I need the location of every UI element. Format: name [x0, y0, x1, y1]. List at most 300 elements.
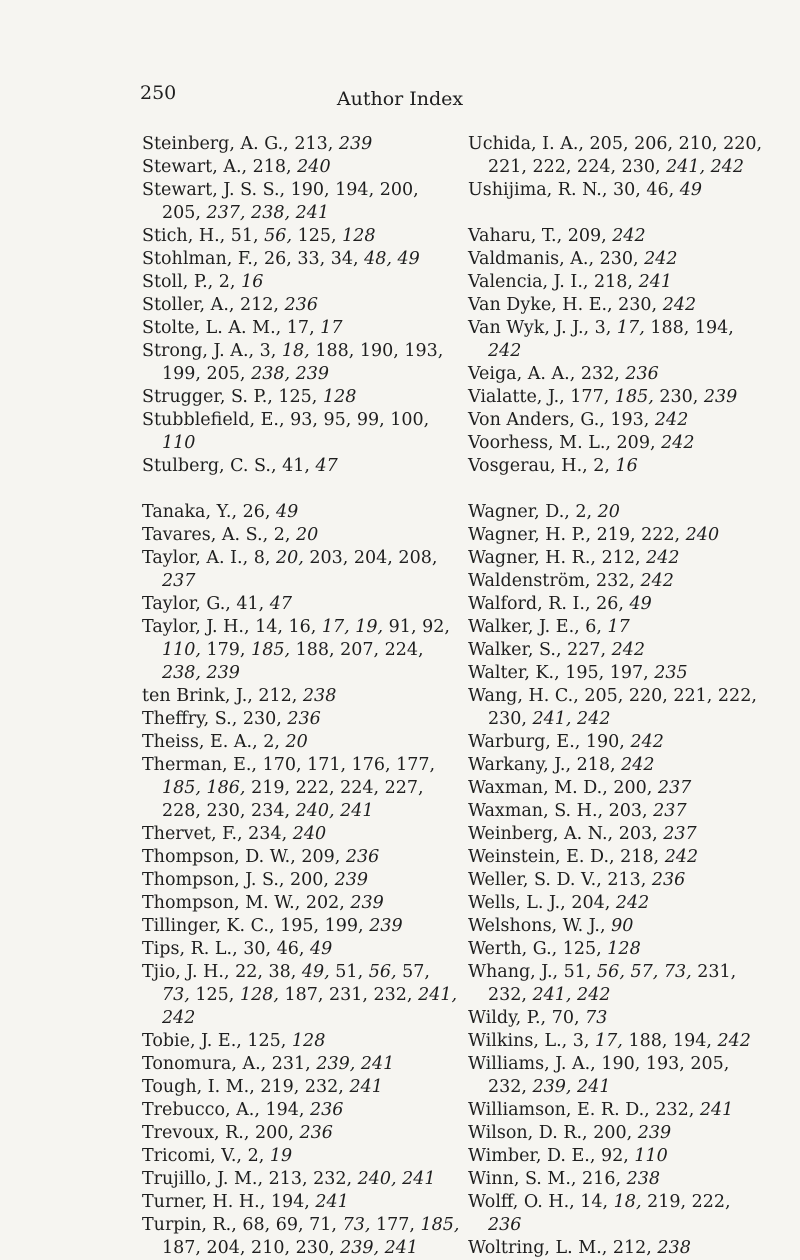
index-entry: [142, 869, 462, 892]
index-entry: [142, 1030, 462, 1053]
author-name: Weinberg, A. N.,: [468, 824, 619, 844]
page-ref-italic: 48, 49: [364, 249, 420, 269]
page-ref-italic: 17,: [595, 1031, 629, 1051]
page-ref-italic: 237: [162, 571, 196, 591]
page-ref: 30, 46,: [243, 939, 310, 959]
index-entry: [142, 1076, 462, 1099]
page-ref: 187, 231, 232,: [284, 985, 419, 1005]
page-ref: 26,: [596, 594, 630, 614]
author-name: Wagner, H. P.,: [468, 525, 597, 545]
page-ref: 125,: [297, 226, 343, 246]
page-ref-italic: 242: [662, 295, 697, 315]
page-ref: 200,: [254, 1123, 300, 1143]
page-ref: 200,: [613, 778, 658, 798]
index-entry: [468, 754, 768, 777]
index-entry: [468, 869, 768, 892]
index-entry: [468, 524, 768, 547]
author-name: Taylor, J. H.,: [142, 617, 256, 637]
page-ref-italic: 47: [269, 594, 293, 614]
letter-group: [142, 133, 462, 478]
page-ref: 93, 95, 99, 100,: [290, 410, 430, 430]
page-ref-italic: 242: [664, 847, 699, 867]
index-entry: [468, 1030, 768, 1053]
page-ref-italic: 17,: [616, 318, 651, 338]
page-ref-italic: 238: [626, 1169, 660, 1189]
page-ref: 17,: [286, 318, 321, 338]
index-entry: [468, 294, 768, 317]
index-entry: [142, 547, 462, 593]
index-entry: [142, 225, 462, 248]
author-name: Stoll, P.,: [142, 272, 219, 292]
page-ref-italic: 110,: [162, 640, 207, 660]
page-ref: 219, 232,: [260, 1077, 350, 1097]
author-name: Trujillo, J. M.,: [142, 1169, 269, 1189]
page-ref-italic: 242: [621, 755, 655, 775]
page-ref: 200,: [593, 1123, 638, 1143]
index-entry: [468, 777, 768, 800]
page-ref: 22, 38,: [235, 962, 302, 982]
page-ref: 205, 220, 221, 222, 230,: [488, 686, 757, 729]
index-entry: [142, 156, 462, 179]
author-name: Turpin, R.,: [142, 1215, 243, 1235]
page-ref: 216,: [582, 1169, 627, 1189]
page-ref-italic: 238, 239: [251, 364, 329, 384]
page-ref-italic: 239, 241: [316, 1054, 395, 1074]
page-ref-italic: 128: [607, 939, 641, 959]
page-ref-italic: 242: [646, 548, 680, 568]
page-ref: 92,: [601, 1146, 635, 1166]
page-ref-italic: 241: [315, 1192, 349, 1212]
index-entry: [468, 1168, 768, 1191]
page-ref: 26,: [242, 502, 277, 522]
page-ref-italic: 17, 19,: [321, 617, 389, 637]
author-name: Strugger, S. P.,: [142, 387, 279, 407]
author-name: Williamson, E. R. D.,: [468, 1100, 656, 1120]
page-ref: 209,: [301, 847, 346, 867]
page-ref-italic: 236: [284, 295, 318, 315]
index-entry: [142, 915, 462, 938]
page-ref-italic: 185,: [420, 1215, 460, 1235]
page-ref-italic: 17: [607, 617, 630, 637]
page-ref: 205, 206, 210, 220, 221, 222, 224, 230,: [488, 134, 763, 177]
author-name: Tanaka, Y.,: [142, 502, 243, 522]
index-entry: [468, 386, 768, 409]
page-ref: 231,: [271, 1054, 317, 1074]
index-entry: [468, 823, 768, 846]
page-ref: 232,: [655, 1100, 700, 1120]
author-name: Tricomi, V.,: [142, 1146, 248, 1166]
author-name: Taylor, G.,: [142, 594, 237, 614]
page-ref: 204,: [571, 893, 616, 913]
page-ref-italic: 241, 242: [666, 157, 745, 177]
author-name: Waldenström,: [468, 571, 596, 591]
page-ref: 213,: [607, 870, 652, 890]
page-ref: 195, 199,: [280, 916, 370, 936]
index-entry: [142, 340, 462, 386]
index-entry: [142, 823, 462, 846]
author-name: Stolte, L. A. M.,: [142, 318, 287, 338]
page-ref: 187, 204, 210, 230,: [162, 1238, 341, 1258]
page-ref: 177,: [375, 1215, 421, 1235]
page-ref: 212,: [240, 295, 285, 315]
author-name: Wilkins, L.,: [468, 1031, 573, 1051]
page-ref: 230,: [659, 387, 704, 407]
author-name: Waxman, M. D.,: [468, 778, 614, 798]
page-ref-italic: 49,: [301, 962, 336, 982]
index-entry: [468, 501, 768, 524]
page-ref: 200,: [290, 870, 335, 890]
author-name: Walker, S.,: [468, 640, 568, 660]
page-ref-italic: 241, 242: [162, 985, 458, 1028]
index-entry: [468, 432, 768, 455]
page-ref: 188, 194,: [650, 318, 734, 338]
index-entry: [142, 386, 462, 409]
author-name: Williams, J. A.,: [468, 1054, 602, 1074]
page-ref-italic: 235: [654, 663, 688, 683]
page-ref-italic: 242: [630, 732, 664, 752]
author-name: Valdmanis, A.,: [468, 249, 600, 269]
page-ref-italic: 242: [644, 249, 678, 269]
page-ref: 2,: [263, 732, 286, 752]
author-name: Tips, R. L.,: [142, 939, 244, 959]
author-name: Veiga, A. A.,: [468, 364, 581, 384]
author-name: Taylor, A. I.,: [142, 548, 254, 568]
page-ref: 194,: [265, 1100, 310, 1120]
page-ref-italic: 242: [661, 433, 695, 453]
index-entry: [142, 409, 462, 455]
page-ref: 230,: [242, 709, 288, 729]
page-ref-italic: 239: [703, 387, 738, 407]
page-ref: 218,: [576, 755, 622, 775]
author-name: Therman, E.,: [142, 755, 263, 775]
author-name: Walker, J. E.,: [468, 617, 586, 637]
index-entry: [142, 501, 462, 524]
page-ref: 230,: [618, 295, 663, 315]
author-name: Thervet, F.,: [142, 824, 249, 844]
page-ref-italic: 240, 241: [295, 801, 374, 821]
page-ref-italic: 239: [334, 870, 368, 890]
author-name: Walter, K.,: [468, 663, 566, 683]
page-ref: 219, 222,: [596, 525, 686, 545]
author-name: Vosgerau, H.,: [468, 456, 594, 476]
author-name: Von Anders, G.,: [468, 410, 611, 430]
index-entry: [142, 1168, 462, 1191]
author-name: Wang, H. C.,: [468, 686, 585, 706]
page-ref: 218,: [594, 272, 639, 292]
page-ref: 125,: [562, 939, 608, 959]
page-ref-italic: 236: [310, 1100, 344, 1120]
author-name: Whang, J.,: [468, 962, 564, 982]
page-ref-italic: 56,: [264, 226, 298, 246]
author-name: Weller, S. D. V.,: [468, 870, 608, 890]
index-entry: [142, 294, 462, 317]
author-name: Wagner, H. R.,: [468, 548, 602, 568]
page-ref-italic: 236: [345, 847, 380, 867]
author-name: Weinstein, E. D.,: [468, 847, 621, 867]
page-ref: 188, 194,: [628, 1031, 718, 1051]
page-ref-italic: 49: [276, 502, 299, 522]
page-ref-italic: 73: [585, 1008, 608, 1028]
index-entry: [142, 1214, 462, 1260]
page-ref-italic: 236: [651, 870, 686, 890]
page-ref: 68, 69, 71,: [242, 1215, 343, 1235]
index-entry: [468, 961, 768, 1007]
page-ref-italic: 16: [241, 272, 264, 292]
page-ref-italic: 241: [699, 1100, 734, 1120]
index-entry: [468, 363, 768, 386]
author-name: Theiss, E. A.,: [142, 732, 264, 752]
page-ref-italic: 241: [349, 1077, 383, 1097]
page-ref: 188, 207, 224,: [295, 640, 424, 660]
page-ref: 212,: [601, 548, 647, 568]
page-ref: 230,: [599, 249, 645, 269]
page-ref: 190,: [585, 732, 631, 752]
page-ref: 188, 190, 193, 199, 205,: [162, 341, 444, 384]
author-name: Tonomura, A.,: [142, 1054, 272, 1074]
author-name: Stewart, J. S. S.,: [142, 180, 291, 200]
page-ref-italic: 110: [634, 1146, 668, 1166]
index-entry: [468, 1099, 768, 1122]
author-name: Stulberg, C. S.,: [142, 456, 283, 476]
page-ref: 6,: [585, 617, 608, 637]
page-ref: 195, 197,: [565, 663, 655, 683]
index-entry: [142, 938, 462, 961]
page-ref-italic: 237: [657, 778, 692, 798]
index-entry: [142, 754, 462, 823]
author-name: Wimber, D. E.,: [468, 1146, 601, 1166]
page-ref: 219, 222,: [647, 1192, 731, 1212]
index-entry: [142, 685, 462, 708]
author-name: Tillinger, K. C.,: [142, 916, 281, 936]
page-ref: 177,: [570, 387, 615, 407]
page-ref-italic: 73,: [342, 1215, 376, 1235]
page-number: 250: [140, 82, 177, 104]
index-entry: [468, 133, 768, 179]
page-ref-italic: 128: [291, 1031, 326, 1051]
index-entry: [142, 961, 462, 1030]
page-ref: 8,: [253, 548, 276, 568]
page-ref-italic: 238, 239: [162, 663, 240, 683]
author-name: Tough, I. M.,: [142, 1077, 261, 1097]
page-ref: 70,: [551, 1008, 586, 1028]
author-name: Wagner, D.,: [468, 502, 576, 522]
author-name: Van Wyk, J. J.,: [468, 318, 595, 338]
page-ref: 41,: [236, 594, 270, 614]
page-ref: 2,: [273, 525, 296, 545]
page-ref: 193,: [610, 410, 655, 430]
index-entry: [142, 1145, 462, 1168]
author-name: Trebucco, A.,: [142, 1100, 266, 1120]
index-entry: [142, 731, 462, 754]
index-entry: [468, 248, 768, 271]
author-name: Werth, G.,: [468, 939, 563, 959]
index-entry: [468, 1145, 768, 1168]
author-name: Wildy, P.,: [468, 1008, 552, 1028]
page-ref-italic: 240: [685, 525, 720, 545]
page-ref: 234,: [248, 824, 293, 844]
page-ref-italic: 241: [638, 272, 672, 292]
page-ref: 190, 193, 205, 232,: [488, 1054, 730, 1097]
page-ref: 231, 232,: [488, 962, 737, 1005]
author-name: Woltring, L. M.,: [468, 1238, 613, 1258]
index-entry: [142, 892, 462, 915]
page-ref: 218,: [252, 157, 298, 177]
index-entry: [142, 846, 462, 869]
page-ref: 2,: [593, 456, 616, 476]
page-ref-italic: 241, 242: [532, 709, 611, 729]
page-ref: 2,: [575, 502, 598, 522]
page-ref-italic: 20: [285, 732, 308, 752]
index-entry: [142, 1191, 462, 1214]
index-entry: [468, 731, 768, 754]
page-ref: 170, 171, 176, 177,: [262, 755, 436, 775]
page-ref-italic: 128,: [239, 985, 285, 1005]
page-ref-italic: 236: [287, 709, 321, 729]
index-entry: [142, 271, 462, 294]
index-entry: [468, 271, 768, 294]
author-name: Van Dyke, H. E.,: [468, 295, 619, 315]
author-name: Stohlman, F.,: [142, 249, 264, 269]
page-ref: 3,: [594, 318, 617, 338]
letter-group: [468, 501, 768, 1260]
page-ref-italic: 128: [342, 226, 376, 246]
page-ref-italic: 18,: [281, 341, 316, 361]
page-ref: 203, 204, 208,: [309, 548, 438, 568]
page-ref: 190, 194, 200, 205,: [162, 180, 419, 223]
page-ref: 30, 46,: [612, 180, 680, 200]
index-entry: [468, 1007, 768, 1030]
author-name: Stubblefield, E.,: [142, 410, 291, 430]
page-ref-italic: 239, 241: [340, 1238, 419, 1258]
page-ref-italic: 73,: [162, 985, 196, 1005]
page-ref-italic: 242: [611, 640, 646, 660]
page-ref-italic: 17: [320, 318, 343, 338]
page-ref-italic: 110: [162, 433, 196, 453]
index-entry: [468, 846, 768, 869]
author-name: Tobie, J. E.,: [142, 1031, 248, 1051]
page-ref: 209,: [567, 226, 613, 246]
index-entry: [468, 409, 768, 432]
author-name: Thompson, M. W.,: [142, 893, 306, 913]
index-entry: [468, 317, 768, 363]
author-name: Thompson, J. S.,: [142, 870, 291, 890]
page-ref-italic: 16: [615, 456, 638, 476]
page-ref: 213,: [294, 134, 339, 154]
index-entry: [468, 593, 768, 616]
author-name: Thompson, D. W.,: [142, 847, 302, 867]
author-name: Welshons, W. J.,: [468, 916, 612, 936]
letter-group: [468, 133, 768, 202]
page-ref: 51,: [230, 226, 265, 246]
page-ref: 2,: [247, 1146, 270, 1166]
author-name: ten Brink, J.,: [142, 686, 259, 706]
page-ref-italic: 56,: [368, 962, 403, 982]
page-ref-italic: 236: [299, 1123, 333, 1143]
page-ref: 203,: [608, 801, 654, 821]
index-entry: [142, 248, 462, 271]
page-ref-italic: 238: [657, 1238, 691, 1258]
page-ref: 41,: [282, 456, 316, 476]
author-name: Strong, J. A.,: [142, 341, 260, 361]
page-ref-italic: 238: [302, 686, 337, 706]
index-entry: [468, 570, 768, 593]
index-entry: [468, 1191, 768, 1237]
page-ref-italic: 20: [597, 502, 620, 522]
author-name: Walford, R. I.,: [468, 594, 597, 614]
page-ref-italic: 241, 242: [532, 985, 611, 1005]
author-name: Stewart, A.,: [142, 157, 253, 177]
letter-group: [468, 225, 768, 478]
index-entry: [468, 1122, 768, 1145]
page-ref-italic: 56, 57, 73,: [597, 962, 698, 982]
page-ref-italic: 239: [338, 134, 373, 154]
page-ref: 125,: [247, 1031, 292, 1051]
index-entry: [468, 639, 768, 662]
page-ref-italic: 237, 238, 241: [206, 203, 329, 223]
index-entry: [142, 133, 462, 156]
index-entry: [142, 616, 462, 685]
page-ref-italic: 49: [310, 939, 333, 959]
page-ref: 209,: [616, 433, 662, 453]
author-name: Wolff, O. H.,: [468, 1192, 581, 1212]
page-ref-italic: 185, 186,: [162, 778, 252, 798]
author-name: Uchida, I. A.,: [468, 134, 590, 154]
author-name: Theffry, S.,: [142, 709, 243, 729]
page-ref-italic: 49: [679, 180, 703, 200]
author-name: Steinberg, A. G.,: [142, 134, 295, 154]
author-name: Stoller, A.,: [142, 295, 241, 315]
author-name: Vialatte, J.,: [468, 387, 571, 407]
index-entry: [468, 662, 768, 685]
author-name: Tavares, A. S.,: [142, 525, 274, 545]
index-column-left: [142, 133, 462, 1260]
page-ref-italic: 240: [297, 157, 331, 177]
author-name: Trevoux, R.,: [142, 1123, 255, 1143]
page-ref-italic: 18,: [613, 1192, 648, 1212]
index-entry: [142, 1122, 462, 1145]
page-ref: 227,: [567, 640, 612, 660]
page-ref: 91, 92,: [388, 617, 450, 637]
index-entry: [468, 179, 768, 202]
running-head: Author Index: [336, 88, 464, 110]
page-ref: 219, 222, 224, 227, 228, 230, 234,: [162, 778, 424, 821]
page-ref: 202,: [305, 893, 351, 913]
page-ref: 125,: [195, 985, 240, 1005]
page-ref-italic: 20: [295, 525, 319, 545]
page-ref: 14,: [580, 1192, 614, 1212]
index-entry: [468, 800, 768, 823]
page-ref: 14, 16,: [255, 617, 322, 637]
page-ref: 51,: [335, 962, 369, 982]
page-ref-italic: 236: [488, 1215, 522, 1235]
index-entry: [468, 455, 768, 478]
page-ref: 232,: [580, 364, 626, 384]
page-ref-italic: 19: [269, 1146, 293, 1166]
page-ref-italic: 242: [615, 893, 650, 913]
page-ref-italic: 239, 241: [532, 1077, 611, 1097]
page-ref: 179,: [206, 640, 252, 660]
letter-group: [142, 501, 462, 1260]
index-entry: [468, 685, 768, 731]
author-name: Waxman, S. H.,: [468, 801, 609, 821]
index-entry: [468, 1053, 768, 1099]
page-ref: 218,: [620, 847, 665, 867]
author-name: Wells, L. J.,: [468, 893, 572, 913]
page-ref-italic: 20,: [275, 548, 310, 568]
page-ref: 125,: [278, 387, 323, 407]
author-name: Tjio, J. H.,: [142, 962, 236, 982]
page-ref: 213, 232,: [268, 1169, 358, 1189]
